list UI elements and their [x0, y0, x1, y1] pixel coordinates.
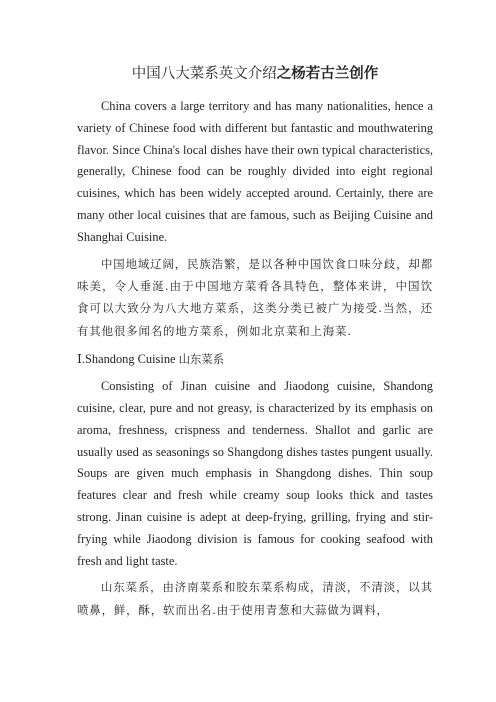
page-title — [77, 64, 433, 84]
section-heading-zh: 山东菜系 — [178, 352, 225, 367]
section-heading-en: Ⅰ.Shandong Cuisine — [77, 352, 176, 367]
intro-paragraph-en: China covers a large territory and has many nationalities, hence a variety of Chinese food with different but fantastic and mouthwatering flavor. Since China's local dishes have their own typical characteristics, generally, Chinese food can be roughly divided into eight regional cuisines, which has been widely accepted around. Certainly, there are many other local cuisines that are famous, such as Beijing Cuisine and Shanghai Cuisine. — [77, 99, 433, 244]
title-main: 中国八大菜系英文介绍 — [131, 66, 277, 82]
section-heading-shandong — [77, 348, 433, 370]
shandong-paragraph-en: Consisting of Jinan cuisine and Jiaodong cuisine, Shandong cuisine, clear, pure and not greasy, is characterized by its emphasis on aroma, freshness, crispness and tenderness. Shallot and garlic are usually used as seasonings so Shangdong dishes tastes pungent usually. Soups are given much emphasis in Shangdong dishes. Thin soup features clear and fresh while creamy soup looks thick and tastes strong. Jinan cuisine is adept at deep-frying, grilling, frying and stir-frying while Jiaodong division is famous for cooking seafood with fresh and light taste. — [77, 379, 433, 568]
shandong-paragraph-zh: 山东菜系，由济南菜系和胶东菜系构成，清淡，不清淡，以其喷鼻，鲜，酥，软而出名.由于使用青葱和大蒜做为调料， — [77, 580, 433, 617]
intro-paragraph-zh: 中国地域辽阔，民族浩繁，是以各种中国饮食口味分歧，却都味美，令人垂涎.由于中国地方菜肴各具特色，整体来讲，中国饮食可以大致分为八大地方菜系，这类分类已被广为接受.当然，还有其他很多闻名的地方菜系，例如北京菜和上海菜. — [77, 256, 433, 338]
title-suffix: 之杨若古兰创作 — [276, 66, 379, 82]
